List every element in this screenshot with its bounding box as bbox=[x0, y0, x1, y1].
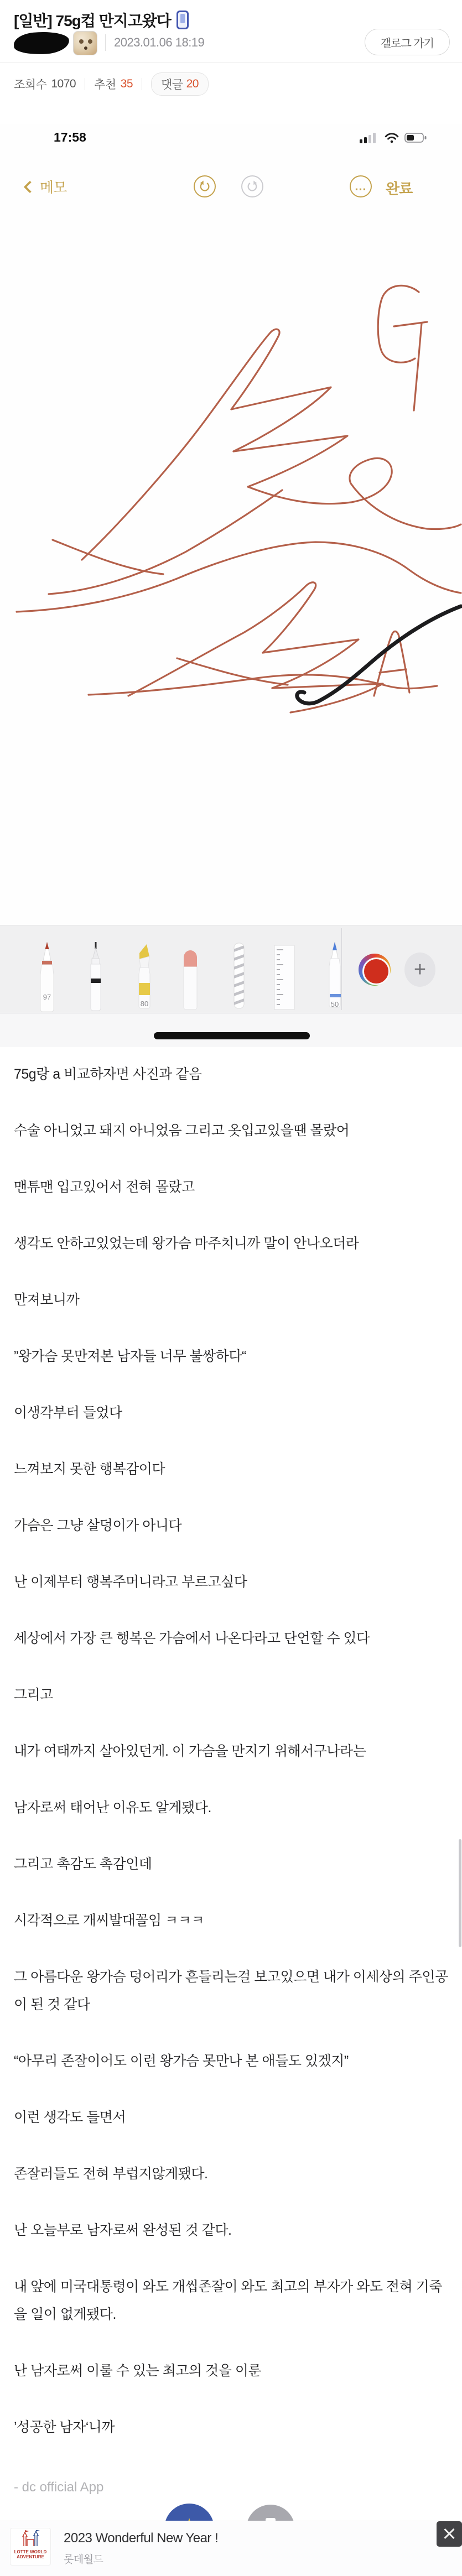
divider bbox=[105, 34, 106, 51]
likes-label: 추천 bbox=[94, 79, 116, 91]
body-paragraph: 가슴은 그냥 살덩이가 아니다 bbox=[14, 1518, 182, 1533]
gallog-button[interactable]: 갤로그 가기 bbox=[365, 29, 450, 55]
post-meta-row bbox=[0, 29, 462, 56]
app-signature: - dc official App bbox=[14, 2480, 104, 2495]
blue-pen-value: 50 bbox=[330, 1000, 339, 1008]
battery-icon bbox=[404, 132, 428, 144]
memo-nav-bar bbox=[0, 175, 462, 200]
red-pen-tool[interactable] bbox=[35, 941, 59, 1013]
logo-line1: LOTTE WORLD bbox=[14, 2549, 47, 2554]
blue-pen-tool[interactable] bbox=[323, 941, 347, 1013]
black-stroke bbox=[297, 606, 461, 704]
body-paragraph: 난 오늘부로 남자로써 완성된 것 같다. bbox=[14, 2223, 232, 2238]
add-tool-button[interactable] bbox=[404, 953, 435, 987]
ad-advertiser: 롯데월드 bbox=[64, 2554, 103, 2565]
body-paragraph: 느껴보지 못한 행복감이다 bbox=[14, 1461, 165, 1477]
chevron-left-icon bbox=[24, 180, 37, 193]
ad-banner[interactable] bbox=[0, 2521, 462, 2576]
color-picker-button[interactable] bbox=[359, 954, 391, 986]
memo-bottom-strip bbox=[0, 1013, 462, 1047]
castle-icon bbox=[19, 2530, 41, 2547]
body-paragraph: “아무리 존잘이어도 이런 왕가슴 못만나 본 애들도 있겠지” bbox=[14, 2053, 349, 2069]
logo-line2: ADVENTURE bbox=[17, 2554, 44, 2559]
body-paragraph: 그리고 bbox=[14, 1687, 53, 1703]
fineliner-tool[interactable] bbox=[84, 941, 108, 1013]
body-paragraph: 이생각부터 들었다 bbox=[14, 1405, 122, 1420]
redo-icon bbox=[246, 180, 258, 192]
cellular-signal-icon bbox=[359, 131, 379, 144]
post-header bbox=[14, 9, 189, 31]
body-paragraph: 75g랑 a 비교하자면 사진과 같음 bbox=[14, 1066, 202, 1082]
body-paragraph: 수술 아니었고 돼지 아니었음 그리고 옷입고있을땐 몰랐어 bbox=[14, 1123, 350, 1138]
lasso-tool[interactable] bbox=[227, 941, 251, 1013]
likes-count: 35 bbox=[120, 77, 133, 90]
body-paragraph: 그 아름다운 왕가슴 덩어리가 흔들리는걸 보고있으면 내가 이세상의 주인공이 된 것 같다 bbox=[14, 1969, 448, 2012]
body-paragraph: 맨튜맨 입고있어서 전혀 몰랐고 bbox=[14, 1179, 195, 1195]
wifi-icon bbox=[385, 132, 399, 144]
ad-headline[interactable]: 2023 Wonderful New Year ! bbox=[64, 2531, 219, 2546]
body-paragraph: 이런 생각도 들면서 bbox=[14, 2110, 126, 2125]
close-icon[interactable] bbox=[437, 2521, 462, 2547]
undo-button[interactable] bbox=[194, 175, 216, 197]
header-divider bbox=[0, 62, 462, 63]
body-paragraph: 시각적으로 개씨발대꼴임 ㅋㅋㅋ bbox=[14, 1913, 204, 1928]
more-options-button[interactable] bbox=[350, 175, 372, 197]
username-redacted bbox=[13, 30, 70, 55]
comments-count: 20 bbox=[186, 77, 199, 90]
drawing-canvas[interactable] bbox=[0, 199, 462, 924]
body-paragraph: 생각도 안하고있었는데 왕가슴 마주치니까 말이 안나오더라 bbox=[14, 1236, 359, 1251]
post-title: [일반] 75g컵 만지고왔다 bbox=[14, 12, 171, 29]
status-bar-icons bbox=[359, 131, 428, 144]
redo-button[interactable] bbox=[241, 175, 263, 197]
highlighter-tool[interactable] bbox=[132, 941, 157, 1013]
back-label: 메모 bbox=[40, 179, 67, 196]
undo-icon bbox=[199, 180, 211, 192]
home-indicator[interactable] bbox=[154, 1032, 310, 1039]
body-paragraph: 남자로써 태어난 이유도 알게됐다. bbox=[14, 1800, 211, 1815]
post-body-text bbox=[14, 1060, 450, 2470]
body-paragraph: 내가 여태까지 살아있던게. 이 가슴을 만지기 위해서구나라는 bbox=[14, 1744, 366, 1759]
toolbar-divider bbox=[341, 928, 342, 1010]
likes-stat bbox=[94, 76, 133, 92]
views-count: 1070 bbox=[51, 77, 76, 90]
markup-toolbar bbox=[0, 925, 462, 1013]
red-pen-value: 97 bbox=[43, 993, 51, 1001]
body-paragraph: 난 이제부터 행복주머니라고 부르고싶다 bbox=[14, 1574, 247, 1590]
advertiser-logo bbox=[10, 2528, 51, 2565]
done-button[interactable]: 완료 bbox=[386, 180, 413, 197]
ruler-tool[interactable] bbox=[272, 941, 297, 1013]
views-stat bbox=[14, 76, 76, 92]
highlighter-value: 80 bbox=[140, 1000, 149, 1008]
scrollbar-thumb[interactable] bbox=[459, 1839, 461, 1947]
body-paragraph: ”왕가슴 못만져본 남자들 너무 불쌍하다“ bbox=[14, 1349, 246, 1364]
back-button[interactable] bbox=[25, 176, 66, 197]
status-bar-time: 17:58 bbox=[54, 130, 86, 144]
body-paragraph: 세상에서 가장 큰 행복은 가슴에서 나온다라고 단언할 수 있다 bbox=[14, 1631, 370, 1646]
hand-sketch bbox=[17, 285, 461, 712]
views-label: 조회수 bbox=[14, 79, 47, 91]
post-stats bbox=[14, 73, 209, 95]
eraser-tool[interactable] bbox=[178, 941, 203, 1013]
comments-label: 댓글 bbox=[161, 79, 183, 91]
body-paragraph: 난 남자로써 이룰 수 있는 최고의 것을 이룬 bbox=[14, 2363, 262, 2379]
body-paragraph: ’성공한 남자‘니까 bbox=[14, 2419, 115, 2435]
memo-app-screenshot bbox=[0, 124, 462, 1047]
body-paragraph: 내 앞에 미국대통령이 와도 개씹존잘이 와도 최고의 부자가 와도 전혀 기죽을 일이 없게됐다. bbox=[14, 2279, 442, 2322]
ellipsis-icon: … bbox=[354, 179, 367, 193]
post-date: 2023.01.06 18:19 bbox=[114, 35, 205, 49]
avatar[interactable] bbox=[73, 31, 97, 55]
mobile-phone-icon bbox=[177, 11, 189, 29]
body-paragraph: 만져보니까 bbox=[14, 1292, 80, 1308]
body-paragraph: 존잘러들도 전혀 부럽지않게됐다. bbox=[14, 2166, 208, 2182]
plus-icon: + bbox=[413, 957, 427, 981]
body-paragraph: 그리고 촉감도 촉감인데 bbox=[14, 1856, 152, 1872]
comments-badge[interactable] bbox=[151, 72, 209, 96]
